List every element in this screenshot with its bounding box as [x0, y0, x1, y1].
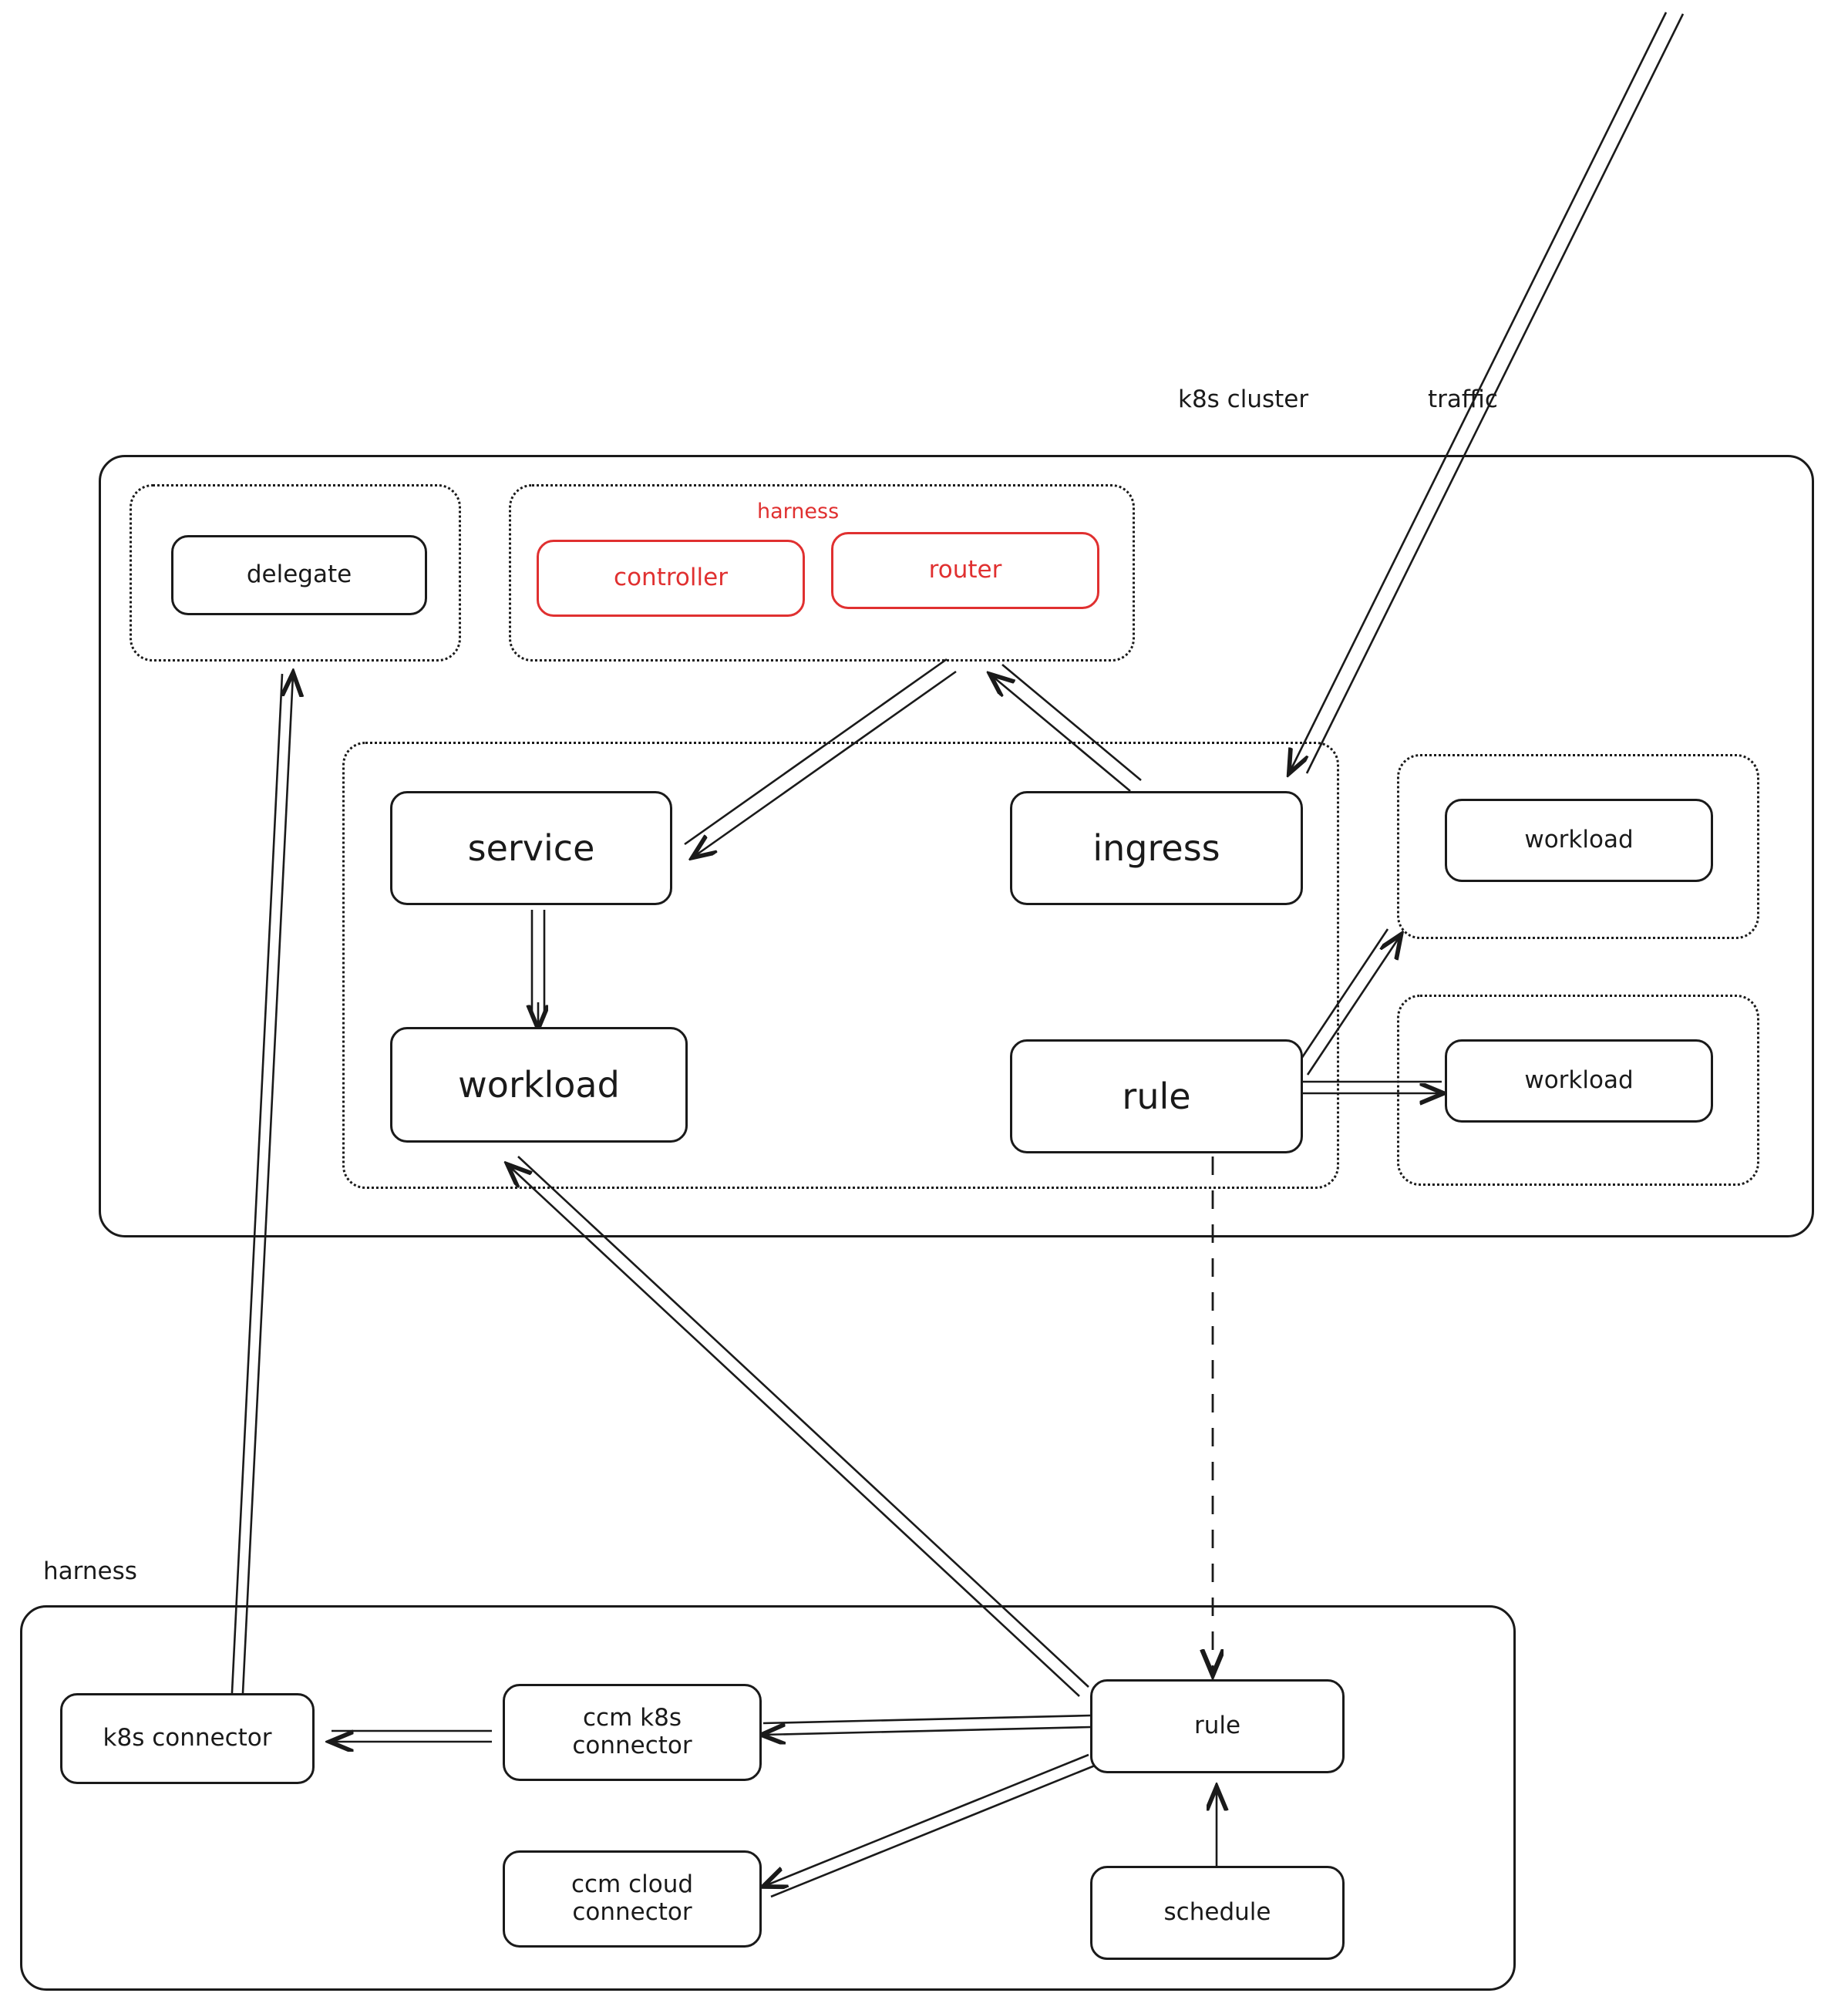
k8s-cluster-label: k8s cluster	[1178, 386, 1309, 413]
harness-group-label: harness	[757, 500, 840, 524]
traffic-label: traffic	[1428, 386, 1498, 413]
ccm-k8s-connector-line1: ccm k8s	[583, 1704, 682, 1732]
node-schedule[interactable]: schedule	[1090, 1866, 1345, 1960]
node-delegate[interactable]: delegate	[171, 535, 427, 615]
node-k8s-connector[interactable]: k8s connector	[60, 1693, 315, 1784]
ccm-cloud-connector-line2: connector	[572, 1898, 692, 1926]
node-router[interactable]: router	[831, 532, 1099, 609]
node-rule-cluster[interactable]: rule	[1010, 1039, 1303, 1153]
node-workload-cluster[interactable]: workload	[390, 1027, 688, 1143]
harness-platform-label: harness	[43, 1557, 137, 1585]
node-workload-top[interactable]: workload	[1445, 799, 1713, 882]
ccm-cloud-connector-line1: ccm cloud	[571, 1870, 694, 1899]
node-service[interactable]: service	[390, 791, 672, 905]
node-controller[interactable]: controller	[537, 540, 805, 617]
node-ccm-k8s-connector[interactable]	[503, 1684, 762, 1781]
node-ingress[interactable]: ingress	[1010, 791, 1303, 905]
ccm-k8s-connector-line2: connector	[572, 1732, 692, 1759]
node-workload-bottom[interactable]: workload	[1445, 1039, 1713, 1123]
node-rule-harness[interactable]: rule	[1090, 1679, 1345, 1773]
node-ccm-cloud-connector[interactable]	[503, 1850, 762, 1948]
